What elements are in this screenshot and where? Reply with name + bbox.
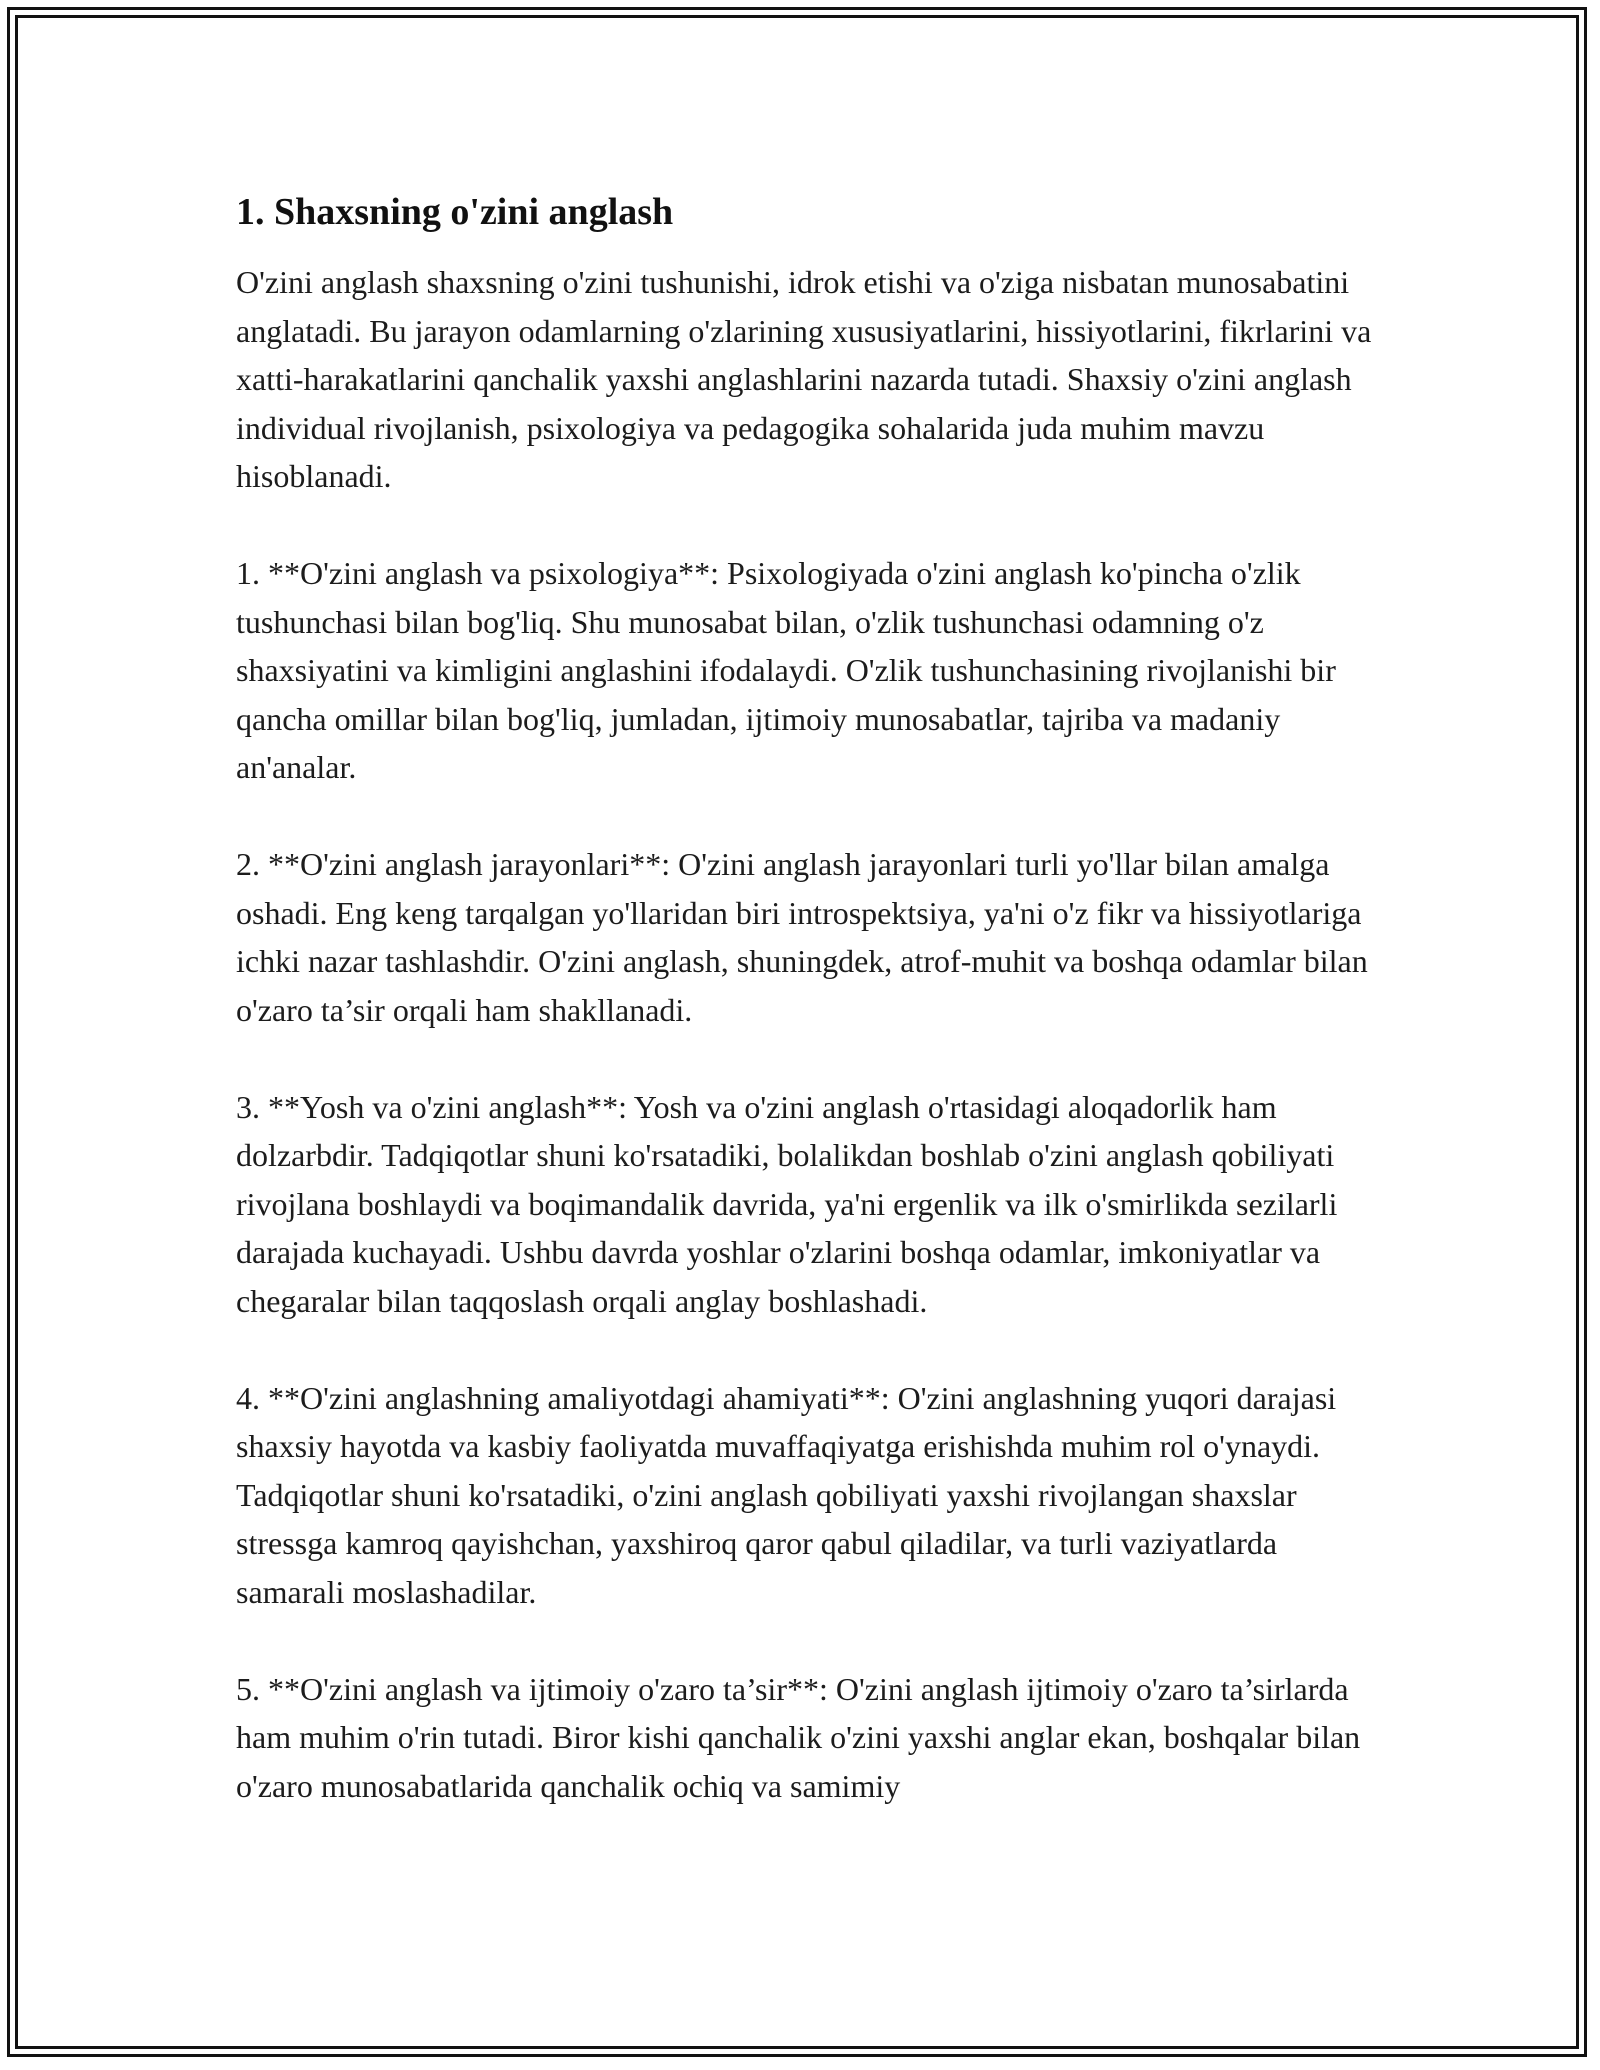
- paragraph-psychology: 1. **O'zini anglash va psixologiya**: Psixologiyada o'zini anglash ko'pincha o'zlik tushunchasi bilan bog'liq. Shu munosabat bilan, o'zlik tushunchasi odamning o'z shaxsiyatini va kimligini anglashini ifodalaydi. O'zlik tushunchasining rivojlanishi bir qancha omillar bilan bog'liq, jumladan, ijtimoiy munosabatlar, tajriba va madaniy an'analar.: [236, 555, 1336, 785]
- document-body: [236, 188, 1376, 1859]
- paragraph-practical-importance: 4. **O'zini anglashning amaliyotdagi ahamiyati**: O'zini anglashning yuqori darajasi shaxsiy hayotda va kasbiy faoliyatda muvaffaqiyatga erishishda muhim rol o'ynaydi. Tadqiqotlar shuni ko'rsatadiki, o'zini anglash qobiliyati yaxshi rivojlangan shaxslar stressga kamroq qayishchan, yaxshiroq qaror qabul qiladilar, va turli vaziyatlarda samarali moslashadilar.: [236, 1379, 1337, 1610]
- intro-paragraph: O'zini anglash shaxsning o'zini tushunishi, idrok etishi va o'ziga nisbatan munosabatini anglatadi. Bu jarayon odamlarning o'zlarining xususiyatlarini, hissiyotlarini, fikrlarini va xatti-harakatlarini qanchalik yaxshi anglashlarini nazarda tutadi. Shaxsiy o'zini anglash individual rivojlanish, psixologiya va pedagogika sohalarida juda muhim mavzu hisoblanadi.: [236, 264, 1372, 494]
- paragraph-age: 3. **Yosh va o'zini anglash**: Yosh va o'zini anglash o'rtasidagi aloqadorlik ham dolzarbdir. Tadqiqotlar shuni ko'rsatadiki, bolalikdan boshlab o'zini anglash qobiliyati rivojlana boshlaydi va boqimandalik davrida, ya'ni ergenlik va ilk o'smirlikda sezilarli darajada kuchayadi. Ushbu davrda yoshlar o'zlarini boshqa odamlar, imkoniyatlar va chegaralar bilan taqqoslash orqali anglay boshlashadi.: [236, 1088, 1338, 1319]
- paragraph-social-interaction: 5. **O'zini anglash va ijtimoiy o'zaro ta’sir**: O'zini anglash ijtimoiy o'zaro ta’sirlarda ham muhim o'rin tutadi. Biror kishi qanchalik o'zini yaxshi anglar ekan, boshqalar bilan o'zaro munosabatlarida qanchalik ochiq va samimiy: [236, 1670, 1361, 1804]
- section-heading: 1. Shaxsning o'zini anglash: [236, 191, 674, 233]
- paragraph-processes: 2. **O'zini anglash jarayonlari**: O'zini anglash jarayonlari turli yo'llar bilan amalga oshadi. Eng keng tarqalgan yo'llaridan biri introspektsiya, ya'ni o'z fikr va hissiyotlariga ichki nazar tashlashdir. O'zini anglash, shuningdek, atrof-muhit va boshqa odamlar bilan o'zaro ta’sir orqali ham shakllanadi.: [236, 846, 1368, 1028]
